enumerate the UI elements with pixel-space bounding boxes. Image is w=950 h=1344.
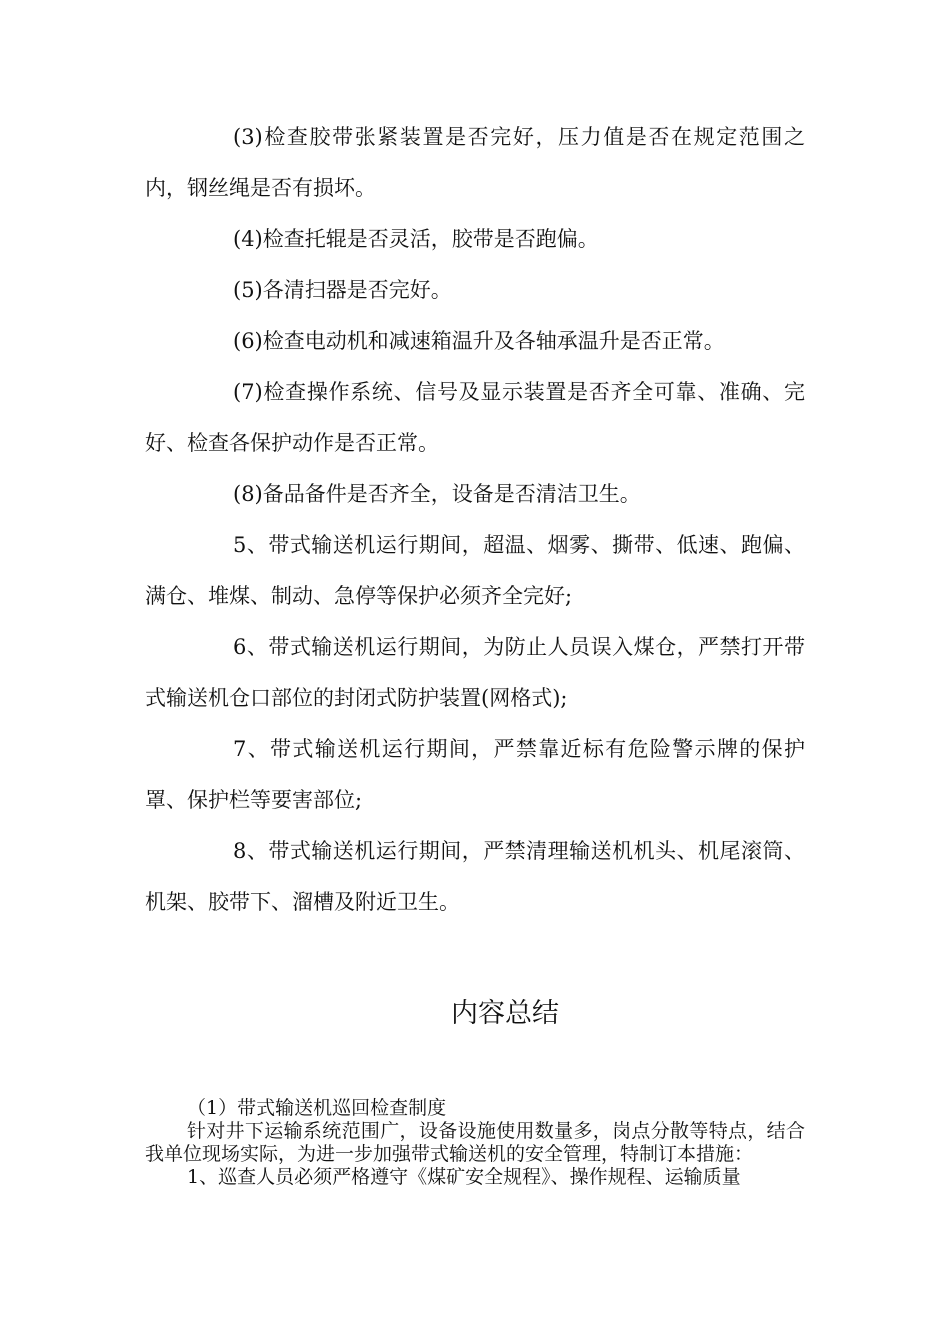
summary-section bbox=[145, 1097, 805, 1189]
summary-subtitle: （1）带式输送机巡回检查制度 bbox=[187, 1097, 447, 1119]
body-paragraph: 8、带式输送机运行期间，严禁清理输送机机头、机尾滚筒、机架、胶带下、溜槽及附近卫生。 bbox=[145, 839, 805, 914]
body-paragraph: (8)备品备件是否齐全，设备是否清洁卫生。 bbox=[233, 482, 641, 506]
body-paragraph: 6、带式输送机运行期间，为防止人员误入煤仓，严禁打开带式输送机仓口部位的封闭式防护装置(网格式); bbox=[145, 635, 805, 710]
body-paragraph: (5)各清扫器是否完好。 bbox=[233, 278, 452, 302]
body-paragraph: 7、带式输送机运行期间，严禁靠近标有危险警示牌的保护罩、保护栏等要害部位; bbox=[145, 737, 805, 812]
summary-paragraph: 1、巡查人员必须严格遵守《煤矿安全规程》、操作规程、运输质量 bbox=[187, 1166, 741, 1188]
main-body bbox=[145, 112, 805, 928]
summary-paragraph: 针对井下运输系统范围广，设备设施使用数量多，岗点分散等特点，结合我单位现场实际，为进一步加强带式输送机的安全管理，特制订本措施： bbox=[145, 1120, 805, 1165]
body-paragraph: (3)检查胶带张紧装置是否完好，压力值是否在规定范围之内，钢丝绳是否有损坏。 bbox=[145, 125, 805, 200]
body-paragraph: 5、带式输送机运行期间，超温、烟雾、撕带、低速、跑偏、满仓、堆煤、制动、急停等保护必须齐全完好; bbox=[145, 533, 805, 608]
summary-heading: 内容总结 bbox=[451, 998, 559, 1029]
body-paragraph: (4)检查托辊是否灵活，胶带是否跑偏。 bbox=[233, 227, 599, 251]
body-paragraph: (7)检查操作系统、信号及显示装置是否齐全可靠、准确、完好、检查各保护动作是否正常。 bbox=[145, 380, 805, 455]
body-paragraph: (6)检查电动机和减速箱温升及各轴承温升是否正常。 bbox=[233, 329, 725, 353]
